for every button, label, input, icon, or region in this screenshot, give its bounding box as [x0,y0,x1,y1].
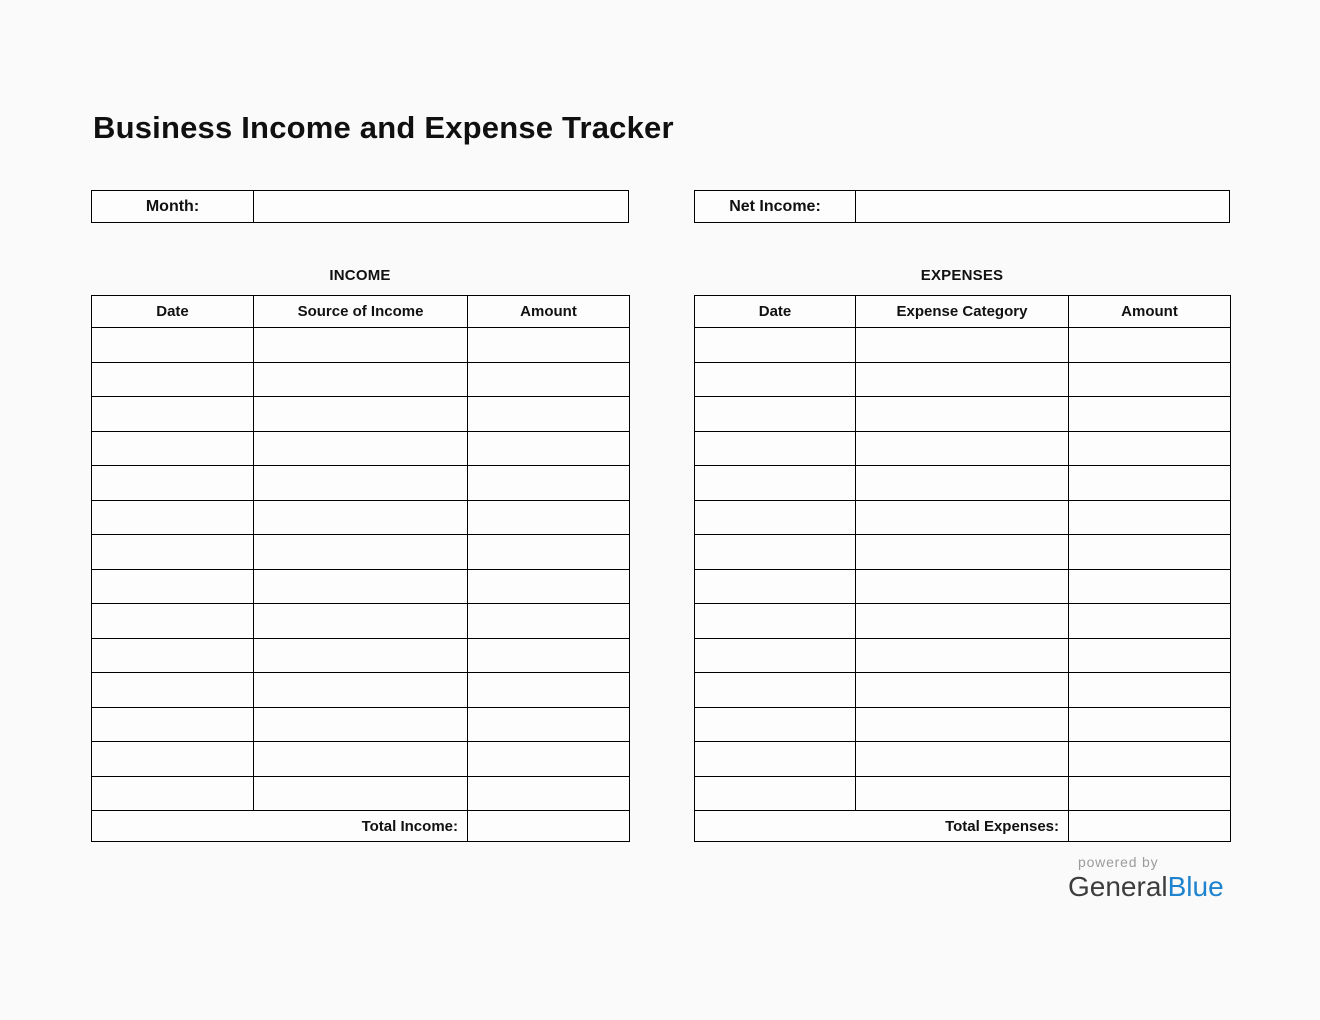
empty-cell[interactable] [254,742,468,777]
empty-cell[interactable] [92,466,254,501]
empty-cell[interactable] [254,707,468,742]
empty-cell[interactable] [254,673,468,708]
empty-cell[interactable] [468,604,630,639]
empty-cell[interactable] [254,328,468,363]
empty-cell[interactable] [92,673,254,708]
empty-cell[interactable] [856,362,1069,397]
empty-cell[interactable] [856,604,1069,639]
empty-cell[interactable] [695,535,856,570]
empty-cell[interactable] [1069,707,1231,742]
empty-cell[interactable] [468,397,630,432]
empty-cell[interactable] [1069,397,1231,432]
table-row [92,466,630,501]
empty-cell[interactable] [254,500,468,535]
income-section-title: INCOME [329,267,391,284]
empty-cell[interactable] [856,466,1069,501]
income-total-row [92,811,630,842]
income-total-value-cell[interactable] [468,811,630,842]
empty-cell[interactable] [92,604,254,639]
expenses-col-category: Expense Category [856,296,1069,328]
table-row [695,742,1231,777]
expenses-total-label: Total Expenses: [695,811,1069,842]
table-row [92,362,630,397]
table-row [92,431,630,466]
powered-by-footer [1068,854,1226,903]
empty-cell[interactable] [856,431,1069,466]
empty-cell[interactable] [468,569,630,604]
table-row [92,500,630,535]
empty-cell[interactable] [695,742,856,777]
table-row [695,500,1231,535]
table-row [695,397,1231,432]
empty-cell[interactable] [92,569,254,604]
empty-cell[interactable] [468,328,630,363]
empty-cell[interactable] [254,604,468,639]
table-row [695,362,1231,397]
table-row [92,604,630,639]
expenses-table-body [695,328,1231,811]
table-row [695,328,1231,363]
table-row [92,638,630,673]
table-row [695,673,1231,708]
empty-cell[interactable] [468,500,630,535]
table-row [92,742,630,777]
table-row [695,638,1231,673]
income-col-amount: Amount [468,296,630,328]
empty-cell[interactable] [856,569,1069,604]
empty-cell[interactable] [254,466,468,501]
empty-cell[interactable] [254,397,468,432]
empty-cell[interactable] [1069,776,1231,811]
table-row [695,466,1231,501]
table-row [92,328,630,363]
income-table [91,295,630,842]
empty-cell[interactable] [92,535,254,570]
empty-cell[interactable] [856,776,1069,811]
empty-cell[interactable] [1069,362,1231,397]
empty-cell[interactable] [856,673,1069,708]
income-table-body [92,328,630,811]
empty-cell[interactable] [92,500,254,535]
empty-cell[interactable] [695,362,856,397]
empty-cell[interactable] [1069,673,1231,708]
table-row [695,604,1231,639]
powered-by-text: powered by [1078,854,1159,870]
income-col-source: Source of Income [254,296,468,328]
page-title: Business Income and Expense Tracker [93,110,674,145]
empty-cell[interactable] [468,707,630,742]
income-total-label: Total Income: [92,811,468,842]
empty-cell[interactable] [1069,500,1231,535]
income-col-date: Date [92,296,254,328]
empty-cell[interactable] [695,328,856,363]
generalblue-logo [1068,870,1226,903]
empty-cell[interactable] [695,466,856,501]
net-income-value-field[interactable] [856,191,1229,222]
empty-cell[interactable] [92,707,254,742]
empty-cell[interactable] [92,397,254,432]
empty-cell[interactable] [1069,431,1231,466]
empty-cell[interactable] [254,776,468,811]
empty-cell[interactable] [856,328,1069,363]
empty-cell[interactable] [468,431,630,466]
table-row [92,535,630,570]
empty-cell[interactable] [695,500,856,535]
empty-cell[interactable] [695,431,856,466]
empty-cell[interactable] [468,466,630,501]
empty-cell[interactable] [92,328,254,363]
empty-cell[interactable] [856,707,1069,742]
empty-cell[interactable] [1069,535,1231,570]
empty-cell[interactable] [695,776,856,811]
empty-cell[interactable] [468,742,630,777]
table-row [92,569,630,604]
empty-cell[interactable] [1069,466,1231,501]
empty-cell[interactable] [1069,742,1231,777]
empty-cell[interactable] [254,362,468,397]
empty-cell[interactable] [92,638,254,673]
empty-cell[interactable] [1069,569,1231,604]
table-row [92,776,630,811]
expenses-total-value-cell[interactable] [1069,811,1231,842]
table-row [92,707,630,742]
table-row [695,569,1231,604]
empty-cell[interactable] [92,776,254,811]
brand-blue-text: Blue [1167,871,1224,902]
empty-cell[interactable] [254,638,468,673]
empty-cell[interactable] [856,500,1069,535]
empty-cell[interactable] [92,742,254,777]
table-row [92,673,630,708]
empty-cell[interactable] [468,638,630,673]
empty-cell[interactable] [856,742,1069,777]
empty-cell[interactable] [695,707,856,742]
expenses-col-amount: Amount [1069,296,1231,328]
net-income-label: Net Income: [695,191,856,222]
empty-cell[interactable] [695,397,856,432]
income-header-row [92,296,630,328]
net-income-box [694,190,1230,223]
expenses-table [694,295,1231,842]
empty-cell[interactable] [92,362,254,397]
table-row [695,431,1231,466]
expenses-total-row [695,811,1231,842]
empty-cell[interactable] [468,535,630,570]
empty-cell[interactable] [468,362,630,397]
month-label: Month: [92,191,254,222]
empty-cell[interactable] [695,638,856,673]
empty-cell[interactable] [254,535,468,570]
expenses-section-title: EXPENSES [920,267,1004,284]
empty-cell[interactable] [856,535,1069,570]
brand-general-text: General [1068,871,1168,902]
month-value-field[interactable] [254,191,628,222]
empty-cell[interactable] [1069,604,1231,639]
empty-cell[interactable] [695,673,856,708]
table-row [92,397,630,432]
empty-cell[interactable] [468,673,630,708]
expenses-col-date: Date [695,296,856,328]
empty-cell[interactable] [856,638,1069,673]
empty-cell[interactable] [254,569,468,604]
expenses-header-row [695,296,1231,328]
table-row [695,776,1231,811]
empty-cell[interactable] [856,397,1069,432]
empty-cell[interactable] [1069,328,1231,363]
table-row [695,535,1231,570]
month-box [91,190,629,223]
empty-cell[interactable] [468,776,630,811]
table-row [695,707,1231,742]
empty-cell[interactable] [1069,638,1231,673]
empty-cell[interactable] [695,604,856,639]
empty-cell[interactable] [695,569,856,604]
empty-cell[interactable] [92,431,254,466]
empty-cell[interactable] [254,431,468,466]
